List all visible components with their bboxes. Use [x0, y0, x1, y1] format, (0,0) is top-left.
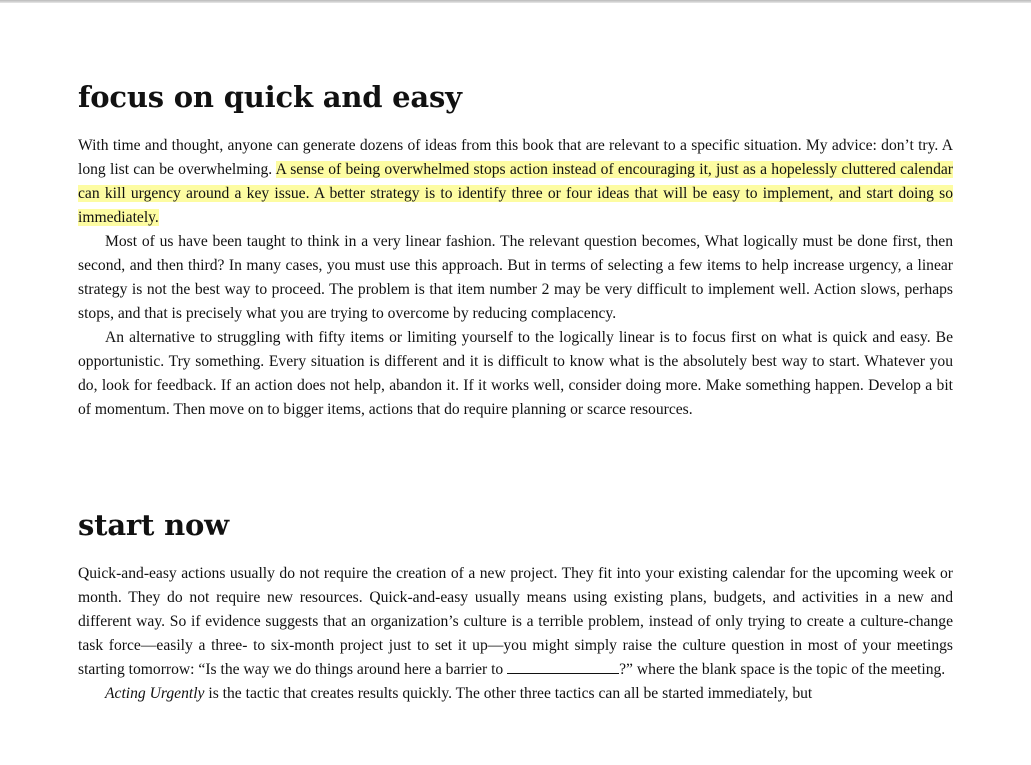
blank-underline — [507, 659, 619, 674]
paragraph-text: Quick-and-easy actions usually do not require the creation of a new project. They fit into your existing calendar for the upcoming week or month. They do not require new resources. Quick-and-easy usually means using existing plans, budgets, and activities in a new and different way. So if evidence suggests that an organization’s culture is a terrible problem, instead of only trying to create a culture-change task force—easily a three- to six-month project just to set it up—you might simply raise the culture question in most of your meetings starting tomorrow: “Is the way we do things around here a barrier to — [78, 565, 953, 678]
paragraph[interactable]: An alternative to struggling with fifty items or limiting yourself to the logically linear is to focus first on what is quick and easy. Be opportunistic. Try something. Every situation is different and it is difficult to know what is the absolutely best way to start. Whatever you do, look for feedback. If an action does not help, abandon it. If it works well, consider doing more. Make something happen. Develop a bit of momentum. Then move on to bigger items, actions that do require planning or scarce resources. — [78, 329, 953, 418]
paragraph[interactable] — [78, 562, 953, 682]
paragraph[interactable]: Most of us have been taught to think in a very linear fashion. The relevant question becomes, What logically must be done first, then second, and then third? In many cases, you must use this approach. But in terms of selecting a few items to help increase urgency, a linear strategy is not the best way to proceed. The problem is that item number 2 may be very difficult to implement well. Action slows, perhaps stops, and that is precisely what you are trying to overcome by reducing complacency. — [78, 233, 953, 322]
section-heading-focus: focus on quick and easy — [78, 80, 462, 114]
paragraph-text: With time and thought, anyone can generate dozens of ideas from this book that are relevant to a specific situation. My advice: don’t try. A long list can be overwhelming. — [78, 137, 953, 178]
paragraph[interactable] — [78, 134, 953, 230]
paragraph-text: ?” where the blank space is the topic of the meeting. — [619, 661, 946, 678]
book-title-italic: Acting Urgently — [105, 685, 205, 702]
section-start-now-body — [78, 562, 953, 706]
section-heading-start-now: start now — [78, 508, 229, 542]
section-focus-body — [78, 134, 953, 422]
paragraph[interactable] — [78, 682, 953, 706]
window-top-border — [0, 0, 1031, 3]
paragraph-text: is the tactic that creates results quickly. The other three tactics can all be started immediately, but — [204, 685, 813, 702]
highlighted-text[interactable]: A sense of being overwhelmed stops action instead of encouraging it, just as a hopelessly cluttered calendar can kill urgency around a key issue. A better strategy is to identify three or four ideas that will be easy to implement, and start doing so immediately. — [78, 161, 953, 226]
